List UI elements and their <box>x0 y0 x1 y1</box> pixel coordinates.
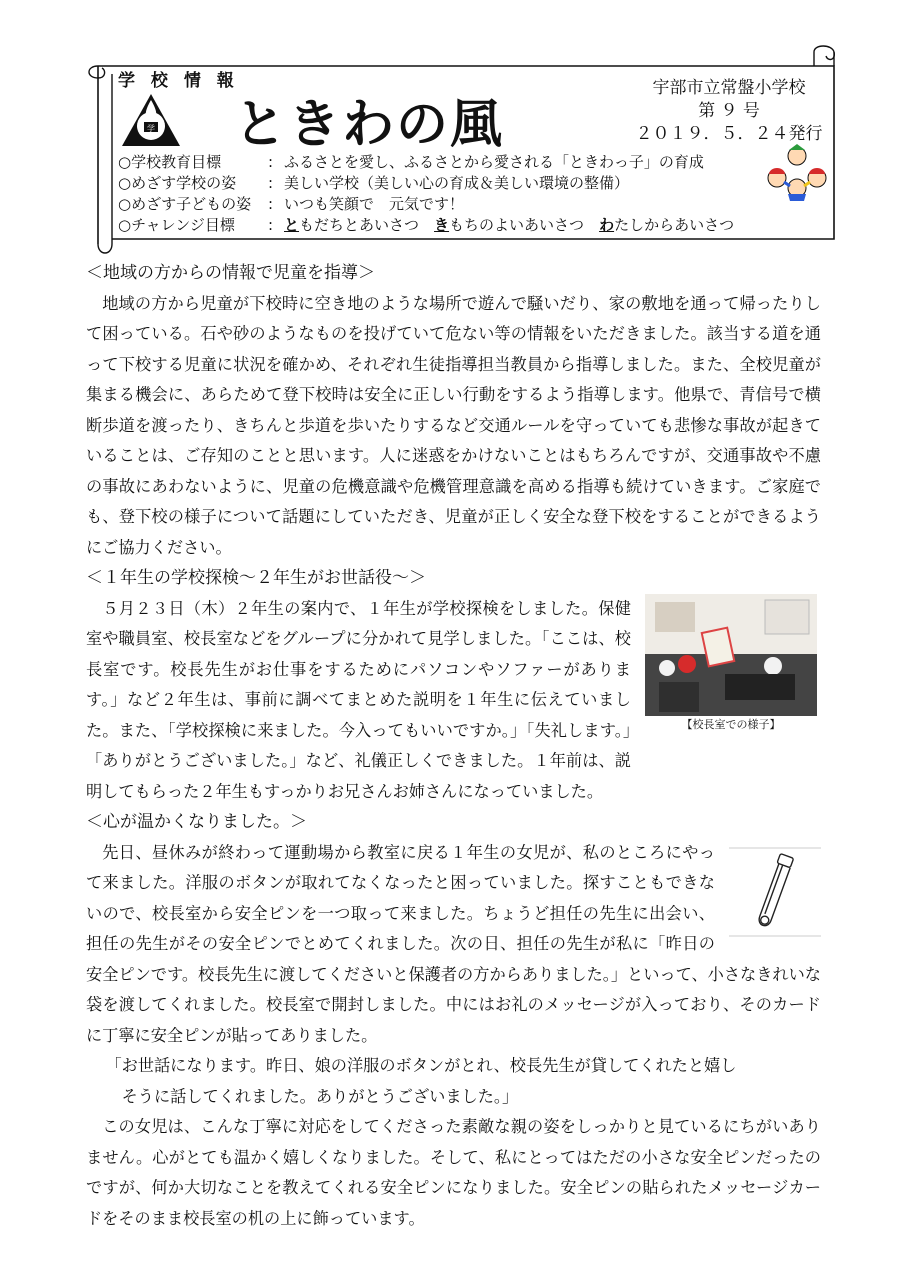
newsletter-body <box>86 258 821 1234</box>
challenge-rest: もだちとあいさつ <box>299 216 435 234</box>
quote-line: 「お世話になります。昨日、娘の洋服のボタンがとれ、校長先生が貸してくれたと嬉し <box>105 1056 737 1075</box>
goal-row <box>118 173 734 194</box>
goal-colon: : <box>268 195 274 213</box>
principal-office-photo <box>645 594 817 716</box>
challenge-initial: き <box>434 216 450 234</box>
newsletter-banner <box>84 44 848 259</box>
children-mascot-icon <box>764 144 830 206</box>
school-emblem-icon <box>120 92 182 154</box>
challenge-initial: わ <box>599 216 615 234</box>
goal-label: ○めざす子どもの姿 <box>118 195 252 213</box>
school-goals <box>118 152 734 236</box>
section-paragraph: 地域の方から児童が下校時に空き地のような場所で遊んで騒いだり、家の敷地を通って帰ったりして困っている。石や砂のようなものを投げていて危ない等の情報をいただきました。該当する道を通って下校する児童に状況を確かめ、それぞれ生徒指導担当教員から指導しました。また、全校児童が集まる機会に、あらためて登下校時は安全に正しい行動をするよう指導します。他県で、青信号で横断歩道を渡ったり、きちんと歩道を歩いたりするなど交通ルールを守っていても悲惨な事故が起きていることは、ご存知のことと思います。人に迷惑をかけないことはもちろんですが、交通事故や不慮の事故にあわないように、児童の危機意識や危機管理意識を高める指導も続けていきます。ご家庭でも、登下校の様子について話題にしていただき、児童が正しく安全な登下校をすることができるようにご協力ください。 <box>86 293 821 557</box>
goal-colon: : <box>268 216 274 234</box>
issue-number: 第 ９ 号 <box>698 101 760 121</box>
goal-row <box>118 194 734 215</box>
goal-text: ふるさとを愛し、ふるさとから愛される「ときわっ子」の育成 <box>284 153 704 171</box>
challenge-text <box>284 215 734 236</box>
kicker-label: 学 校 情 報 <box>118 71 239 91</box>
section-paragraph: 先日、昼休みが終わって運動場から教室に戻る１年生の女児が、私のところにやって来ました。洋服のボタンが取れてなくなったと困っていました。探すこともできないので、校長室から安全ピンを一つ取って来ました。ちょうど担任の先生に出会い、担任の先生がその安全ピンでとめてくれました。次の日、担任の先生が私に「昨日の安全ピンです。校長先生に渡してくださいと保護者の方からありました。」といって、小さなきれいな袋を渡してくれました。校長室で開封しました。中にはお礼のメッセージが入っており、そのカードに丁寧に安全ピンが貼ってありました。 <box>86 842 821 1045</box>
goal-colon: : <box>268 174 274 192</box>
goal-label: ○学校教育目標 <box>118 153 222 171</box>
quote-line: そうに話してくれました。ありがとうございました。」 <box>121 1086 519 1106</box>
goal-label: ○めざす学校の姿 <box>118 174 237 192</box>
section-heading: ＜地域の方からの情報で児童を指導＞ <box>86 263 375 283</box>
closing-paragraph: この女児は、こんな丁寧に対応をしてくださった素敵な親の姿をしっかりと見ているにちがいありません。心がとても温かく嬉しくなりました。そして、私にとってはただの小さな安全ピンだったのですが、何か大切なことを教えてくれる安全ピンになりました。安全ピンの貼られたメッセージカードをそのまま校長室の机の上に飾っています。 <box>86 1117 821 1228</box>
challenge-row <box>118 215 734 236</box>
goal-text: 美しい学校（美しい心の育成＆美しい環境の整備） <box>284 174 630 192</box>
svg-text:学: 学 <box>147 124 155 133</box>
photo-caption: 【校長室での様子】 <box>681 717 781 731</box>
photo-figure <box>645 594 821 742</box>
section-heading: ＜心が温かくなりました。＞ <box>86 812 307 832</box>
goal-colon: : <box>268 153 274 171</box>
challenge-rest: もちのよいあいさつ <box>449 216 600 234</box>
section-paragraph: ５月２３日（木）２年生の案内で、１年生が学校探検をしました。保健室や職員室、校長室などをグループに分かれて見学しました。「ここは、校長室です。校長先生がお仕事をするためにパソコンやソファーがあります。」など２年生は、事前に調べてまとめた説明を１年生に伝えていました。また、「学校探検に来ました。今入ってもいいですか。」「失礼します。」「ありがとうございました。」など、礼儀正しくできました。１年前は、説明してもらった２年生もすっかりお兄さんお姉さんになっていました。 <box>86 598 631 801</box>
challenge-label: ○チャレンジ目標 <box>118 216 235 234</box>
challenge-rest: たしからあいさつ <box>614 216 735 234</box>
safety-pin-icon <box>729 846 821 938</box>
thank-you-quote <box>86 1051 821 1112</box>
challenge-initial: と <box>284 216 300 234</box>
section-heading: ＜１年生の学校探検～２年生がお世話役～＞ <box>86 568 426 588</box>
goal-row <box>118 152 734 173</box>
school-info <box>624 77 834 146</box>
issue-date: ２０１９．５．２４発行 <box>635 124 823 144</box>
goal-text: いつも笑顔で 元気です！ <box>284 195 465 213</box>
school-name: 宇部市立常盤小学校 <box>652 78 806 98</box>
newsletter-title: ときわの風 <box>234 95 505 155</box>
